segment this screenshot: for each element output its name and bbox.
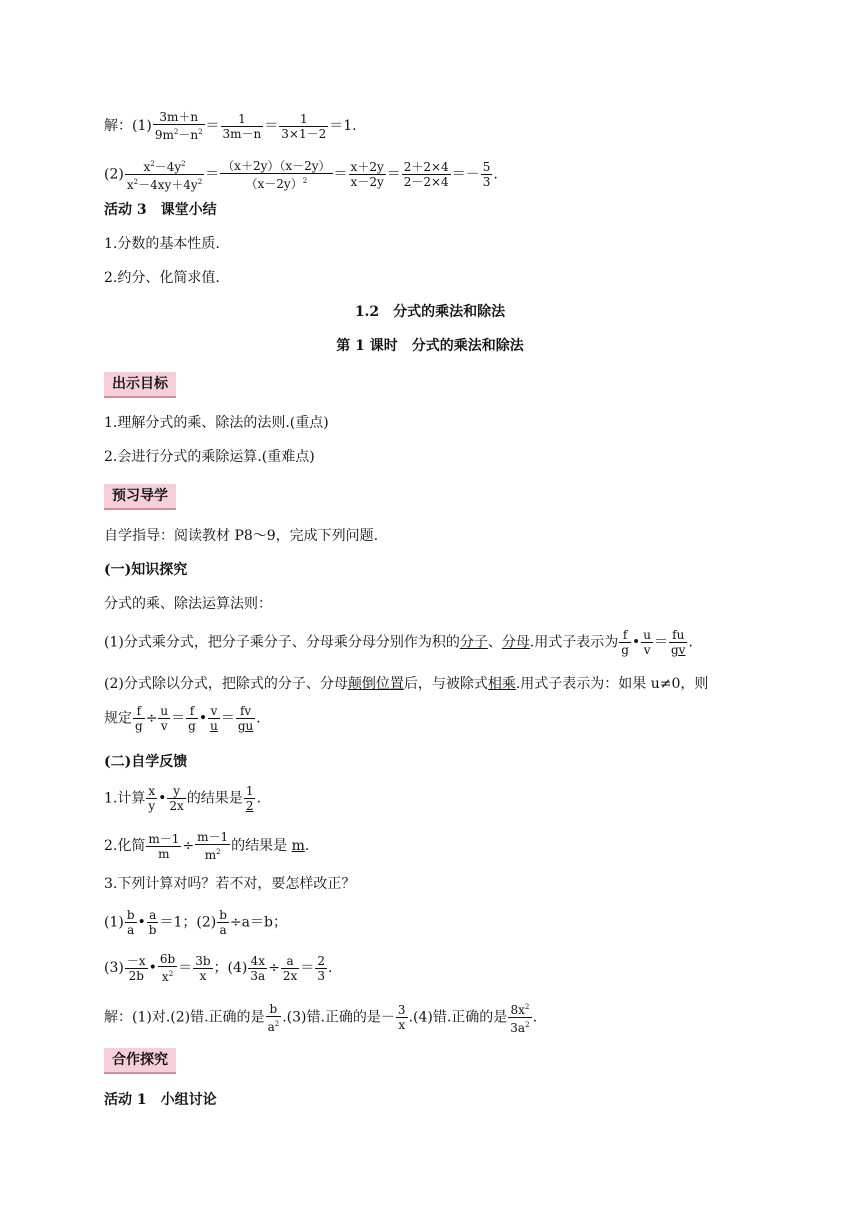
fraction: $\frac{b}{a^2}$ xyxy=(267,1001,280,1034)
fraction: $\frac{y}{2x}$ xyxy=(169,784,184,813)
fraction: $\frac{5}{3}$ xyxy=(482,160,491,189)
fraction: $\frac{u}{v}$ xyxy=(160,704,169,733)
blank-answer: m xyxy=(291,838,305,854)
fraction: $\frac{m-1}{m^2}$ xyxy=(197,830,229,862)
fraction: $\frac{(x+2y)(x-2y)}{(x-2y)^2}$ xyxy=(222,158,331,191)
fraction: $\frac{f}{g}$ xyxy=(188,704,196,733)
solution-line-2: (2) $\frac{x^2-4y^2}{x^2-4xy+4y^2}$ ＝ $\frac{(x+2y)(x-2y)}{(x-2y)^2}$ ＝ $\frac{x+2y}{x-2y}$ ＝ $\frac{2+2\times 4}{2-2\times 4}$ ＝－ $\frac{5}{3}$ . xyxy=(104,158,498,192)
fraction: $\frac{2+2\times 4}{2-2\times 4}$ xyxy=(403,160,449,189)
badge-goal: 出示目标 xyxy=(104,372,176,398)
fraction: $\frac{x}{y}$ xyxy=(148,784,156,813)
question-1: 1.计算 $\frac{x}{y}$ • $\frac{y}{2x}$ 的结果是 $\frac{1}{2}$ . xyxy=(104,784,261,813)
fraction: $\frac{6b}{x^2}$ xyxy=(159,952,176,984)
fraction: $\frac{3}{x}$ xyxy=(397,1003,406,1032)
fraction: $\frac{a}{2x}$ xyxy=(282,953,298,983)
section-title: 1.2 分式的乘法和除法 xyxy=(354,304,506,320)
goal-item: 1.理解分式的乘、除法的法则.(重点) xyxy=(104,415,329,431)
fraction: $\frac{1}{3m-n}$ xyxy=(222,111,262,141)
rule2-line: (2)分式除以分式，把除式的分子、分母颠倒位置后，与被除式相乘.用式子表示为：如果 u≠0，则 xyxy=(104,676,709,692)
question-3: 3.下列计算对吗？若不对，要怎样改正？ xyxy=(104,876,356,892)
badge-coop: 合作探究 xyxy=(104,1048,176,1074)
question-3-items-a: (1) $\frac{b}{a}$ • $\frac{a}{b}$ ＝1；(2) $\frac{b}{a}$ ÷a＝b； xyxy=(104,908,287,937)
fraction: $\frac{f}{g}$ xyxy=(135,704,143,733)
fraction: $\frac{f}{g}$ xyxy=(621,628,629,657)
part2-heading: (二)自学反馈 xyxy=(104,754,188,770)
rule1-line: (1)分式乘分式，把分子乘分子、分母乘分母分别作为积的分子、分母.用式子表示为 $\frac{f}{g}$ • $\frac{u}{v}$ ＝ $\frac{fu}{gv}$ . xyxy=(104,628,693,657)
goal-item: 2.会进行分式的乘除运算.(重难点) xyxy=(104,449,315,465)
answer-line: 解：(1)对.(2)错.正确的是 $\frac{b}{a^2}$ .(3)错.正确的是－ $\frac{3}{x}$ .(4)错.正确的是 $\frac{8x^2}{3a^2}$ . xyxy=(104,1001,538,1035)
fraction: $\frac{u}{v}$ xyxy=(643,628,651,657)
fraction: $\frac{v}{u}$ xyxy=(210,704,218,733)
blank-answer: 分母 xyxy=(501,634,530,651)
question-2: 2.化简 $\frac{m-1}{m}$ ÷ $\frac{m-1}{m^2}$ 的结果是 m. xyxy=(104,830,310,862)
fraction: $\frac{3m+n}{9m^2-n^2}$ xyxy=(154,110,203,142)
solution-line-1: 解：(1) $\frac{3m+n}{9m^2-n^2}$ ＝ $\frac{1}{3m-n}$ ＝ $\frac{1}{3\times 1-2}$ ＝1. xyxy=(104,110,357,142)
self-study-guide: 自学指导：阅读教材 P8～9，完成下列问题. xyxy=(104,528,379,544)
fraction: $\frac{8x^2}{3a^2}$ xyxy=(508,1000,531,1035)
answer-fraction: $\frac{1}{2}$ xyxy=(245,784,254,813)
fraction: $\frac{m-1}{m}$ xyxy=(148,831,180,861)
fraction: $\frac{-x}{2b}$ xyxy=(126,953,146,983)
summary-item: 2.约分、化简求值. xyxy=(104,270,220,286)
rule-intro: 分式的乘、除法运算法则： xyxy=(104,596,272,612)
fraction: $\frac{b}{a}$ xyxy=(126,908,135,937)
fraction: $\frac{x^2-4y^2}{x^2-4xy+4y^2}$ xyxy=(125,157,204,192)
fraction: $\frac{a}{b}$ xyxy=(148,908,157,937)
summary-item: 1.分数的基本性质. xyxy=(104,236,220,252)
fraction: $\frac{x+2y}{x-2y}$ xyxy=(350,160,384,189)
rule2-formula: 规定 $\frac{f}{g}$ ÷ $\frac{u}{v}$ ＝ $\frac{f}{g}$ • $\frac{v}{u}$ ＝ $\frac{fv}{gu}$ . xyxy=(104,704,261,733)
lesson-title: 第 1 课时 分式的乘法和除法 xyxy=(336,338,524,354)
fraction: $\frac{3b}{x}$ xyxy=(195,953,211,983)
fraction: $\frac{2}{3}$ xyxy=(317,953,325,983)
blank-answer: 颠倒位置 xyxy=(347,676,404,692)
fraction: $\frac{fu}{gv}$ xyxy=(670,628,686,657)
question-3-items-b: (3) $\frac{-x}{2b}$ • $\frac{6b}{x^2}$ ＝ $\frac{3b}{x}$ ；(4) $\frac{4x}{3a}$ ÷ $\frac{a}{2x}$ ＝ $\frac{2}{3}$ . xyxy=(104,952,333,984)
activity3-heading: 活动 3 课堂小结 xyxy=(104,202,217,218)
badge-preview: 预习导学 xyxy=(104,484,176,510)
blank-answer: 分子 xyxy=(459,634,488,651)
fraction: $\frac{fv}{gu}$ xyxy=(237,704,254,733)
fraction: $\frac{b}{a}$ xyxy=(219,908,227,937)
fraction: $\frac{4x}{3a}$ xyxy=(250,953,266,983)
activity1-heading: 活动 1 小组讨论 xyxy=(104,1092,217,1108)
fraction: $\frac{1}{3\times 1-2}$ xyxy=(281,111,327,141)
part1-heading: (一)知识探究 xyxy=(104,562,188,578)
blank-answer: 相乘 xyxy=(487,676,516,692)
